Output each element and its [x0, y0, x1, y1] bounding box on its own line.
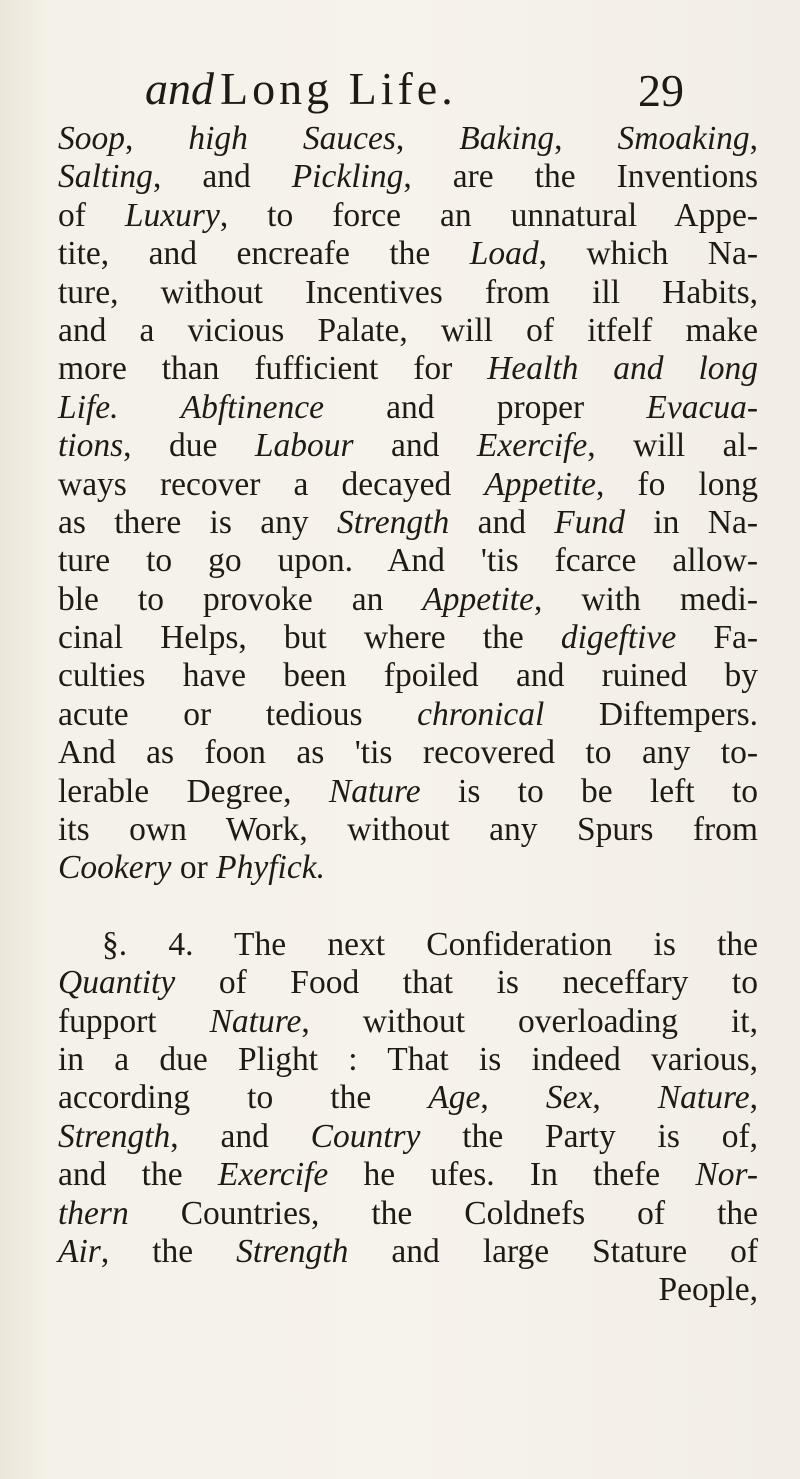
text-line: lerable Degree, Nature is to be left to [58, 772, 759, 810]
running-head [145, 62, 457, 115]
italic-term: Salting [58, 158, 153, 196]
text-line: its own Work, without any Spurs from [58, 811, 758, 849]
italic-term: Exercife [476, 427, 588, 465]
italic-term: Strength [58, 1117, 171, 1155]
italic-term: Soop [58, 120, 125, 157]
text-line: Salting, and Pickling, are the Inventions [58, 158, 759, 196]
italic-term: Labour [254, 427, 354, 465]
italic-term: chronical [417, 695, 545, 733]
italic-term: Baking [459, 120, 555, 157]
italic-term: Nature [209, 1002, 302, 1040]
text-line: Quantity of Food that is neceffary to [58, 964, 758, 1002]
italic-term: Evacua- [646, 388, 758, 426]
text-line: Soop, high Sauces, Baking, Smoaking, [58, 120, 759, 157]
italic-term: Pickling [291, 158, 404, 196]
italic-term: Appetite [422, 580, 534, 618]
text-line: ture to go upon. And 'tis fcarce allow- [58, 542, 758, 580]
running-head-italic: and [145, 63, 214, 114]
text-line: Strength, and Country the Party is of, [58, 1117, 758, 1155]
body-text [58, 120, 758, 1310]
text-line: Life. Abftinence and proper Evacua- [58, 388, 758, 426]
italic-term: Life. [58, 388, 119, 426]
italic-term: tions [58, 427, 124, 465]
italic-term: Abftinence [180, 388, 324, 426]
italic-term: Sex [545, 1079, 593, 1117]
italic-term: Nature [328, 772, 421, 810]
text-line: and a vicious Palate, will of itfelf make [58, 311, 758, 349]
text-line: Cookery or Phyfick. [58, 849, 325, 887]
page-number: 29 [638, 65, 684, 116]
text-line: as there is any Strength and Fund in Na- [58, 503, 758, 541]
text-line: tite, and encreafe the Load, which Na- [58, 235, 758, 273]
text-line: and the Exercife he ufes. In thefe Nor- [58, 1156, 758, 1194]
italic-term: Smoaking [617, 120, 750, 157]
italic-term: Strength [236, 1232, 349, 1270]
text-line: of Luxury, to force an unnatural Appe- [58, 196, 759, 234]
text-line: §. 4. The next Confideration is the [102, 925, 758, 963]
text-line: more than fufficient for Health and long [58, 350, 759, 388]
text-line: tions, due Labour and Exercife, will al- [58, 427, 758, 465]
italic-term: Age [428, 1079, 481, 1117]
italic-term: Country [310, 1117, 421, 1155]
text-line: fupport Nature, without overloading it, [58, 1002, 758, 1040]
text-line: cinal Helps, but where the digeftive Fa- [58, 619, 759, 657]
page-header [0, 62, 800, 122]
italic-term: Phyfick. [216, 849, 325, 887]
catchword: People, [658, 1271, 758, 1309]
text-line: culties have been fpoiled and ruined by [58, 657, 758, 695]
text-line: And as foon as 'tis recovered to any to- [58, 734, 758, 772]
paragraph-gap [58, 888, 758, 926]
text-line: according to the Age, Sex, Nature, [58, 1079, 758, 1117]
italic-term: Load [469, 235, 539, 273]
italic-term: Fund [554, 503, 626, 541]
text-line: ture, without Incentives from ill Habits, [58, 273, 758, 311]
italic-term: Air [58, 1232, 101, 1270]
text-line: Air, the Strength and large Stature of [58, 1232, 758, 1270]
text-line: in a due Plight : That is indeed various, [58, 1040, 758, 1078]
running-head-title: Long Life. [220, 63, 457, 114]
italic-term: Exercife [217, 1156, 329, 1194]
text-line: acute or tedious chronical Diftempers. [58, 695, 759, 733]
italic-term: high Sauces [188, 120, 396, 157]
italic-term: Nor- [695, 1156, 758, 1194]
italic-term: Cookery [58, 849, 172, 887]
italic-term: Appetite [484, 465, 596, 503]
text-line: ble to provoke an Appetite, with medi- [58, 580, 758, 618]
italic-term: Nature [657, 1079, 750, 1117]
italic-term: thern [58, 1194, 129, 1232]
text-line: thern Countries, the Coldnefs of the [58, 1194, 758, 1232]
italic-term: Strength [336, 503, 450, 541]
text-line: ways recover a decayed Appetite, fo long [58, 465, 758, 503]
italic-term: Quantity [58, 964, 176, 1002]
italic-term: digeftive [560, 619, 677, 657]
italic-term: Health and long [487, 350, 759, 388]
italic-term: Luxury [124, 196, 220, 234]
